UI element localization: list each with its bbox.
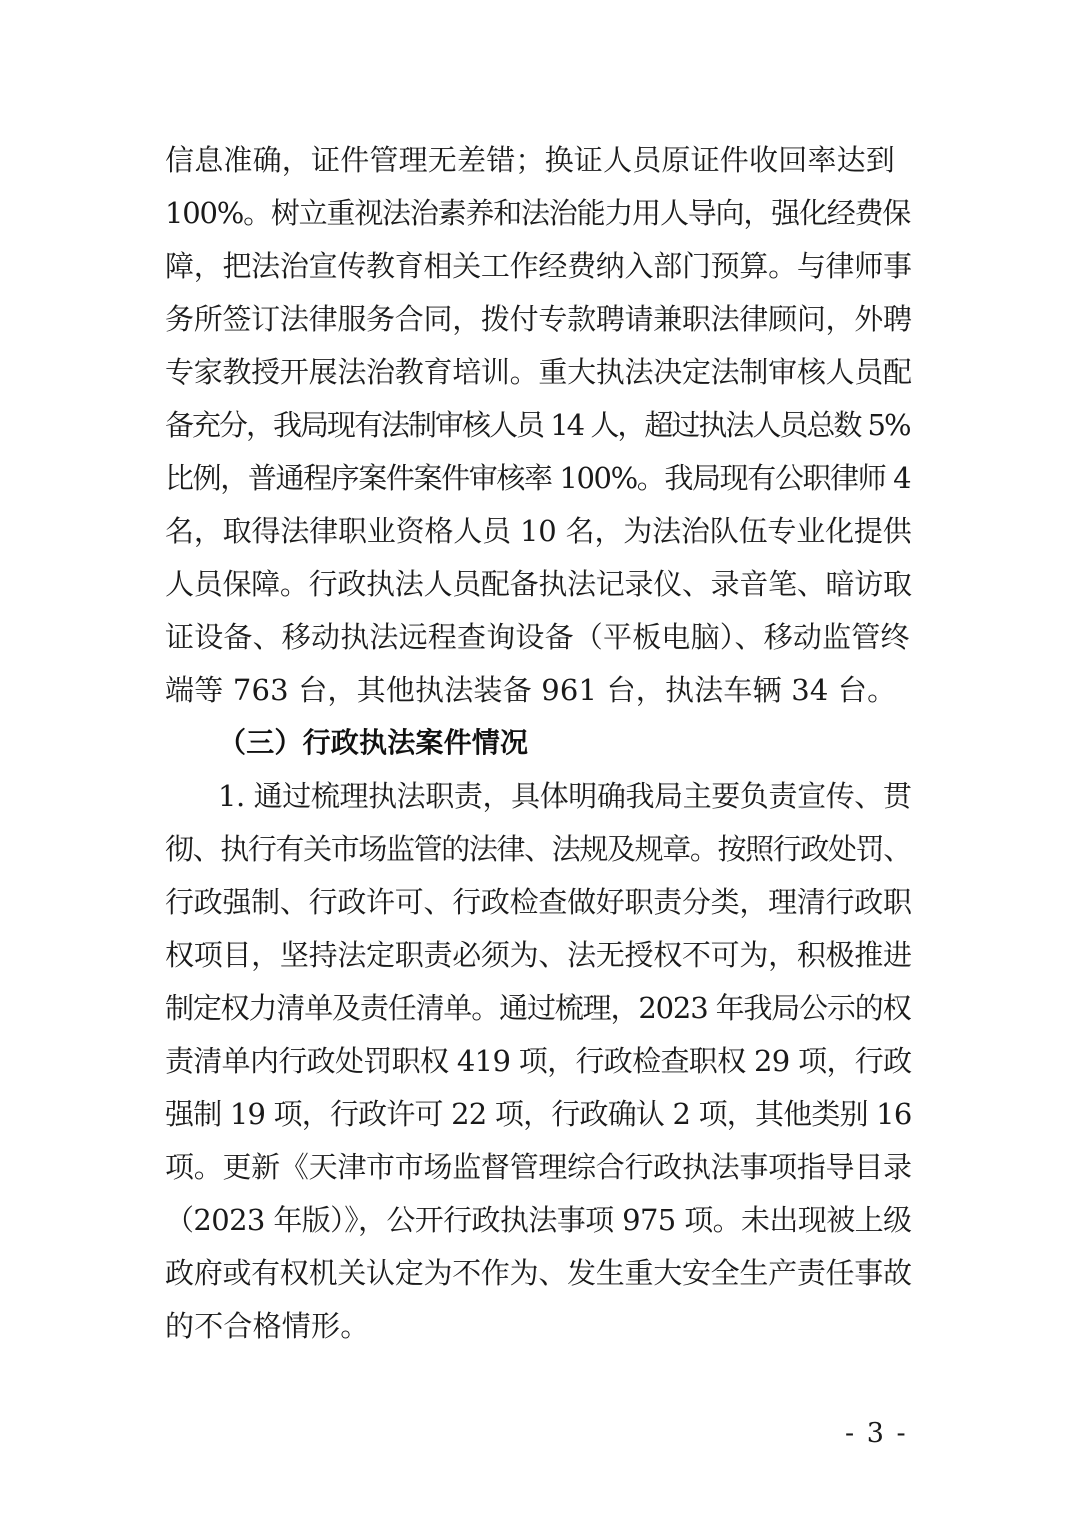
body-text-line: 障，把法治宣传教育相关工作经费纳入部门预算。与律师事: [165, 249, 912, 283]
body-text-line: 制定权力清单及责任清单。通过梳理，2023 年我局公示的权: [165, 991, 911, 1025]
body-text-line: 备充分，我局现有法制审核人员 14 人，超过执法人员总数 5%: [165, 408, 910, 442]
body-text-line: 专家教授开展法治教育培训。重大执法决定法制审核人员配: [165, 355, 912, 389]
body-text-line: 证设备、移动执法远程查询设备（平板电脑）、移动监管终: [165, 620, 910, 654]
page-number: - 3 -: [845, 1418, 908, 1449]
body-text-line: 端等 763 台，其他执法装备 961 台，执法车辆 34 台。: [165, 673, 897, 707]
body-text-line: 名，取得法律职业资格人员 10 名，为法治队伍专业化提供: [165, 514, 912, 548]
body-text-line: 的不合格情形。: [165, 1309, 370, 1343]
body-text-line: 比例，普通程序案件案件审核率 100%。我局现有公职律师 4: [165, 461, 911, 495]
body-text-line: 100%。树立重视法治素养和法治能力用人导向，强化经费保: [165, 196, 911, 230]
body-text-line: 行政强制、行政许可、行政检查做好职责分类，理清行政职: [165, 885, 912, 919]
body-text-line: 彻、执行有关市场监管的法律、法规及规章。按照行政处罚、: [165, 832, 911, 866]
body-text-line: 权项目，坚持法定职责必须为、法无授权不可为，积极推进: [165, 938, 912, 972]
body-text-line: 强制 19 项，行政许可 22 项，行政确认 2 项，其他类别 16: [165, 1097, 912, 1131]
section-heading: （三）行政执法案件情况: [218, 726, 529, 759]
body-text-line: 务所签订法律服务合同，拨付专款聘请兼职法律顾问，外聘: [165, 302, 912, 336]
body-text-line: 人员保障。行政执法人员配备执法记录仪、录音笔、暗访取: [165, 567, 912, 601]
body-text-line: （2023 年版）》，公开行政执法事项 975 项。未出现被上级: [165, 1203, 912, 1237]
body-text-line: 1. 通过梳理执法职责，具体明确我局主要负责宣传、贯: [218, 779, 912, 813]
body-text-line: 责清单内行政处罚职权 419 项，行政检查职权 29 项，行政: [165, 1044, 912, 1078]
body-text-line: 信息准确，证件管理无差错；换证人员原证件收回率达到: [165, 143, 896, 177]
body-text-line: 政府或有权机关认定为不作为、发生重大安全生产责任事故: [165, 1256, 912, 1290]
body-text-line: 项。更新《天津市市场监督管理综合行政执法事项指导目录: [165, 1150, 912, 1184]
